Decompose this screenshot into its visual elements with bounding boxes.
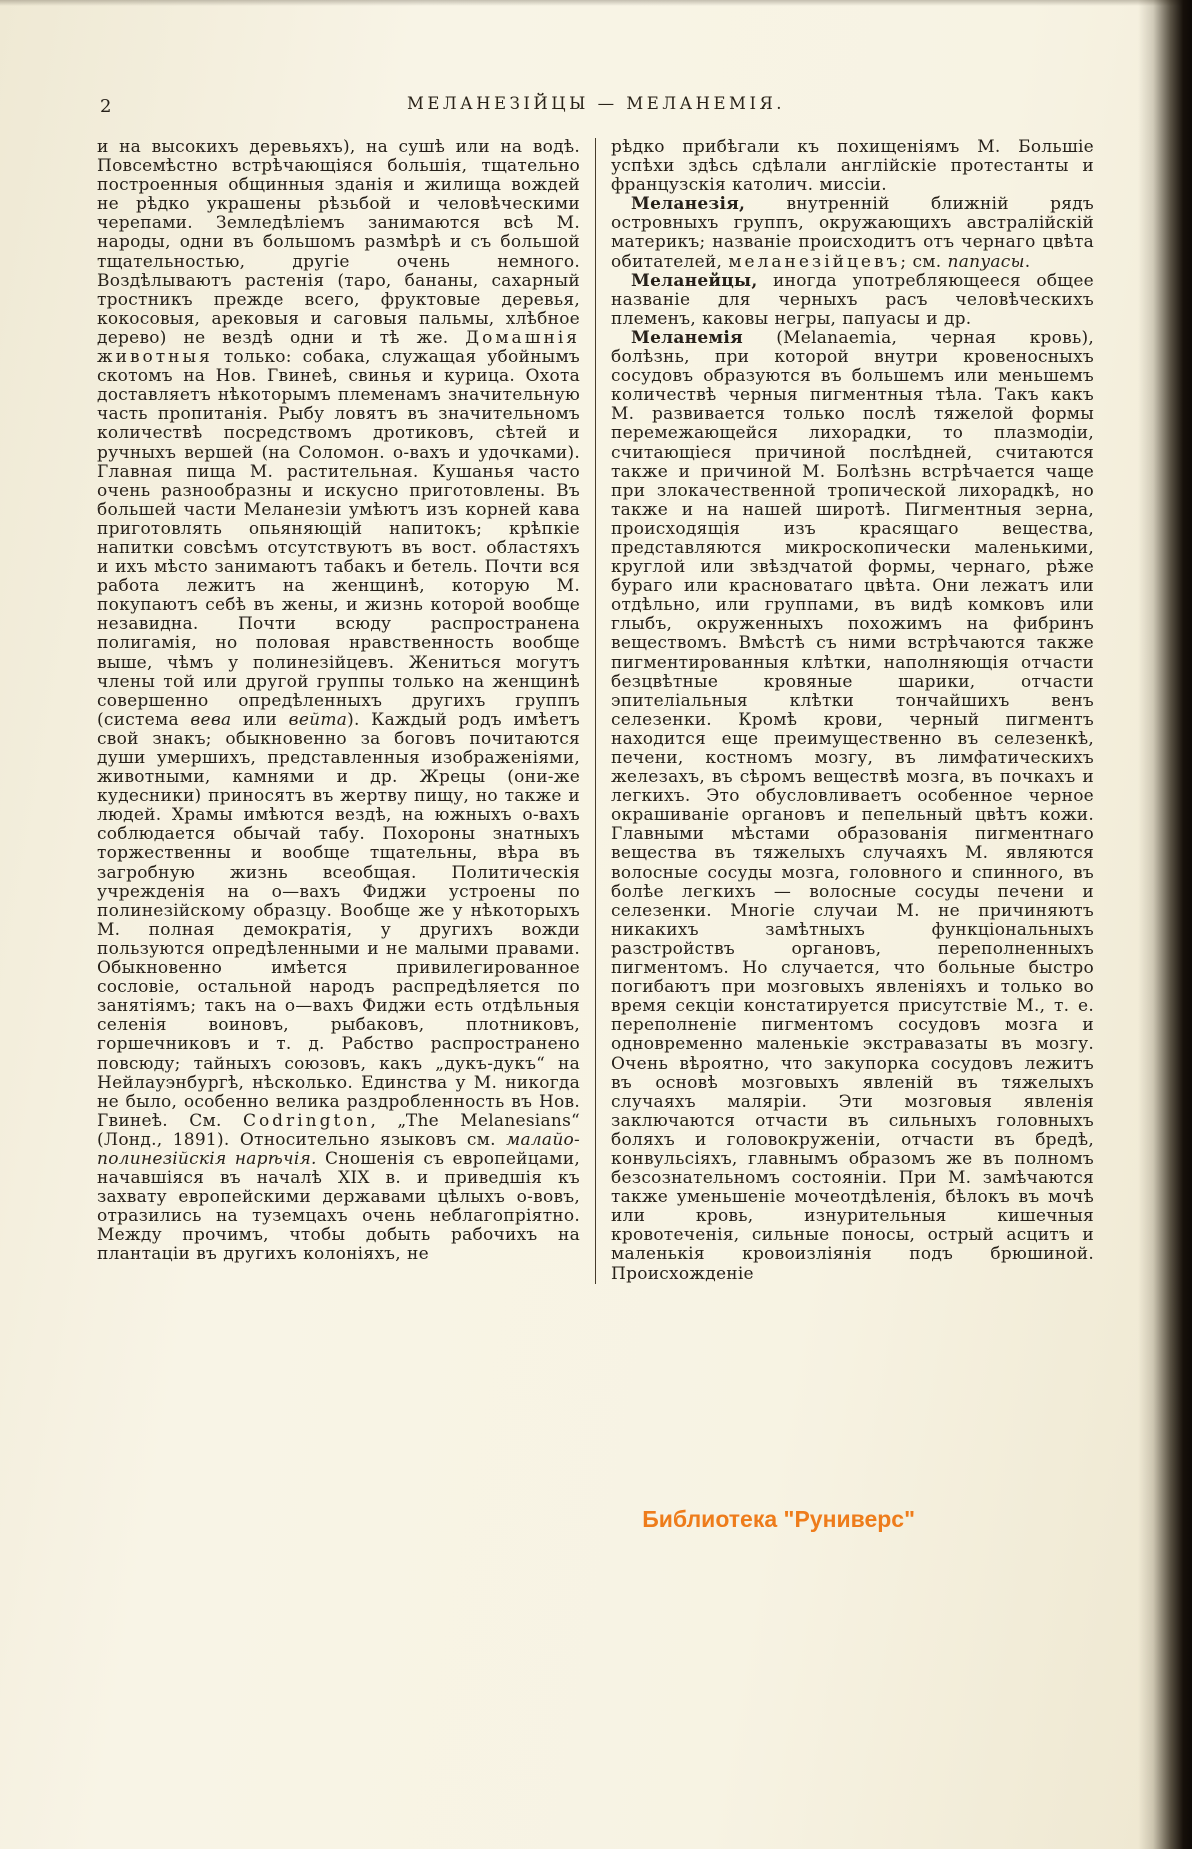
text-run: Сношенія съ европейцами, начавшіяся въ началѣ XIX в. и приведшія къ захвату европейскими державами цѣлыхъ о-вовъ, отразились на туземцахъ очень неблагопріятно. Между прочимъ, чтобы добыть рабочихъ на плантаціи въ другихъ колоніяхъ, не <box>97 1148 580 1265</box>
italic-text-run: вейта <box>288 709 348 730</box>
paragraph <box>611 138 1094 195</box>
paragraph <box>611 195 1094 271</box>
library-watermark: Библиотека "Руниверс" <box>642 1506 915 1532</box>
scan-edge-shadow <box>1138 0 1192 1849</box>
page-number: 2 <box>100 96 112 117</box>
italic-text-run: папуасы <box>947 251 1025 272</box>
text-run: , „The Melanesians“ (Лонд., 1891). Относительно языковъ см. <box>97 1110 580 1150</box>
page-title: МЕЛАНЕЗІЙЦЫ — МЕЛАНЕМІЯ. <box>406 94 786 113</box>
bold-text-run: Меланезія, <box>631 194 746 215</box>
scan-top-shadow <box>0 0 1192 6</box>
paragraph <box>611 329 1094 1284</box>
spaced-text-run: меланезійцевъ <box>728 251 901 272</box>
text-run: или <box>231 709 289 730</box>
bold-text-run: Меланейцы, <box>631 270 758 291</box>
text-run: . <box>1024 251 1031 272</box>
spaced-text-run: Codrington <box>242 1110 371 1131</box>
column-divider <box>595 138 596 1284</box>
italic-text-run: малайо-полинезійскія нарѣчія. <box>97 1129 580 1169</box>
spaced-text-run: Домашнія животныя <box>97 327 580 368</box>
text-run: ; см. <box>900 251 948 272</box>
paragraph <box>97 138 580 1265</box>
italic-text-run: вева <box>190 709 232 730</box>
text-run: и на высокихъ деревьяхъ), на сушѣ или на водѣ. Повсемѣстно встрѣчающіяся большія, тщательно построенныя общинныя зданія и жилища вождей не рѣдко украшены рѣзьбой и человѣческими черепами. Земледѣліемъ занимаются всѣ М. народы, одни въ большомъ размѣрѣ и съ большой тщательностью, другіе очень немного. Воздѣлываютъ растенія (таро, бананы, сахарный тростникъ прежде всего, фруктовые деревья, кокосовыя, арековыя и саговыя пальмы, хлѣбное дерево) не вездѣ одни и тѣ же. <box>97 137 580 348</box>
text-run: внутренній ближній рядъ островныхъ группъ, окружающихъ австралійскій материкъ; названіе происходитъ отъ чернаго цвѣта обитателей, <box>611 194 1094 272</box>
left-column <box>97 138 580 1284</box>
text-run: только: собака, служащая убойнымъ скотомъ на Нов. Гвинеѣ, свинья и курица. Охота доставляетъ нѣкоторымъ племенамъ значительную часть пропитанія. Рыбу ловятъ въ значительномъ количествѣ посредствомъ дротиковъ, сѣтей и ручныхъ вершей (на Соломон. о-вахъ и удочками). Главная пища М. растительная. Кушанья часто очень разнообразны и искусно приготовлены. Въ большей части Меланезіи умѣютъ изъ корней кава приготовлять опьяняющій напитокъ; крѣпкіе напитки совсѣмъ отсутствуютъ въ вост. областяхъ и ихъ мѣсто занимаютъ табакъ и бетель. Почти вся работа лежитъ на женщинѣ, которую М. покупаютъ себѣ въ жены, и жизнь которой вообще незавидна. Почти всюду распространена полигамія, но половая нравственность вообще выше, чѣмъ у полинезійцевъ. Жениться могутъ члены той или другой группы только на женщинѣ совершенно опредѣленныхъ другихъ группъ (система <box>97 347 580 730</box>
text-columns <box>97 138 1095 1284</box>
text-run: иногда употребляющееся общее названіе для черныхъ расъ человѣческихъ племенъ, каковы негры, папуасы и др. <box>611 270 1094 329</box>
right-column <box>611 138 1094 1284</box>
paragraph <box>611 272 1094 329</box>
text-run: ). Каждый родъ имѣетъ свой знакъ; обыкновенно за боговъ почитаются души умершихъ, представленныя изображеніями, животными, камнями и др. Жрецы (они-же кудесники) приносятъ въ жертву пищу, но также и людей. Храмы имѣются вездѣ, на южныхъ о-вахъ соблюдается обычай табу. Похороны знатныхъ торжественны и вообще тщательны, вѣра въ загробную жизнь всеобщая. Политическія учрежденія на о—вахъ Фиджи устроены по полинезійскому образцу. Вообще же у нѣкоторыхъ М. полная демократія, у другихъ вожди пользуются опредѣленными и не малыми правами. Обыкновенно имѣется привилегированное сословіе, остальной народъ распредѣляется по занятіямъ; такъ на о—вахъ Фиджи есть отдѣльныя селенія воиновъ, рыбаковъ, плотниковъ, горшечниковъ и т. д. Рабство распространено повсюду; тайныхъ союзовъ, какъ „дукъ-дукъ“ на Нейлауэнбургѣ, нѣсколько. Единства у М. никогда не было, особенно велика раздробленность въ Нов. Гвинеѣ. См. <box>97 709 580 1131</box>
running-head <box>0 94 1192 120</box>
text-run: (Melanaemia, черная кровь), болѣзнь, при которой внутри кровеносныхъ сосудовъ образуются въ большемъ или меньшемъ количествѣ черныя пигментныя тѣла. Такъ какъ М. развивается только послѣ тяжелой формы перемежающейся лихорадки, то плазмодіи, считающіеся причиной послѣдней, считаются также и причиной М. Болѣзнь встрѣчается чаще при злокачественной тропической лихорадкѣ, но также и на нашей широтѣ. Пигментныя зерна, происходящія изъ красящаго вещества, представляются микроскопически маленькими, круглой или звѣздчатой формы, чернаго, рѣже бураго или красноватаго цвѣта. Они лежатъ или отдѣльно, или группами, въ видѣ комковъ или глыбъ, окруженныхъ похожимъ на фибринъ веществомъ. Вмѣстѣ съ ними встрѣчаются также пигментированныя клѣтки, наполняющія отчасти безцвѣтные кровяные шарики, отчасти эпителіальныя клѣтки тончайшихъ венъ селезенки. Кромѣ крови, черный пигментъ находится еще преимущественно въ селезенкѣ, печени, костномъ мозгу, въ лимфатическихъ железахъ, въ сѣромъ веществѣ мозга, въ почкахъ и легкихъ. Это обусловливаетъ особенное черное окрашиваніе органовъ и пепельный цвѣтъ кожи. Главными мѣстами образованія пигментнаго вещества въ тяжелыхъ случаяхъ М. являются волосные сосуды мозга, головного и спинного, въ болѣе легкихъ — волосные сосуды печени и селезенки. Многіе случаи М. не причиняютъ никакихъ замѣтныхъ функціональныхъ разстройствъ органовъ, переполненныхъ пигментомъ. Но случается, что больные быстро погибаютъ при мозговыхъ явленіяхъ и только во время секціи констатируется присутствіе М., т. е. переполненіе пигментомъ сосудовъ мозга и одновременно маленькіе экстравазаты въ мозгу. Очень вѣроятно, что закупорка сосудовъ лежитъ въ основѣ мозговыхъ явленій въ тяжелыхъ случаяхъ маляріи. Эти мозговыя явленія заключаются отчасти въ сильныхъ головныхъ боляхъ и головокруженіи, отчасти въ бредѣ, конвульсіяхъ, главнымъ образомъ же въ полномъ безсознательномъ состояніи. При М. замѣчаются также уменьшеніе мочеотдѣленія, бѣлокъ въ мочѣ или кровь, изнурительныя кишечныя кровотеченія, сильные поносы, острый асцитъ и маленькія кровоизліянія подъ брюшиной. Происхожденіе <box>611 327 1094 1284</box>
text-run: рѣдко прибѣгали къ похищеніямъ М. Большіе успѣхи здѣсь сдѣлали англійскіе протестанты и французскія католич. миссіи. <box>611 137 1094 196</box>
bold-text-run: Меланемія <box>631 327 743 348</box>
